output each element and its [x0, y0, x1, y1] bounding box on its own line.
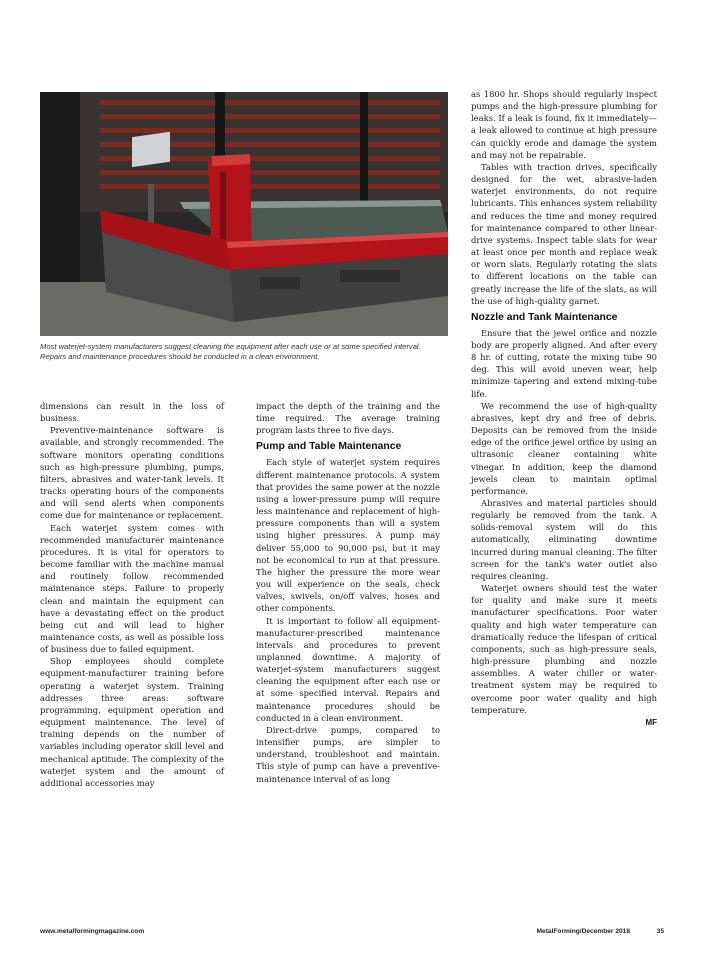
text-column-2	[256, 400, 440, 785]
paragraph: Abrasives and material particles should regularly be removed from the tank. A solids-removal system will do this automatically, eliminating downtime incurred during manual cleaning. The filter screen for the tank's water outlet also requires cleaning.	[471, 498, 657, 581]
footer-magazine-issue: MetalForming/December 2018	[536, 928, 630, 935]
section-heading-nozzle-tank: Nozzle and Tank Maintenance	[471, 311, 618, 323]
paragraph: It is important to follow all equipment-manufacturer-prescribed maintenance intervals and procedures to prevent unplanned downtime. A majority of waterjet-system manufacturers suggest cleaning the equipment after each use or at some specified interval. Repairs and maintenance procedures should be conducted in a clean environment.	[256, 615, 440, 723]
paragraph: Ensure that the jewel orifice and nozzle body are properly aligned. And after every 8 hr. of cutting, rotate the mixing tube 90 deg. This will avoid uneven wear, help minimize tapering and extend mixing-tube life.	[471, 327, 657, 399]
footer-url[interactable]: www.metalformingmagazine.com	[40, 928, 145, 935]
photo-caption: Most waterjet-system manufacturers suggest cleaning the equipment after each use or at some specified interval. Repairs and maintenance procedures should be conducted in a clean environment.	[40, 342, 421, 362]
paragraph: Direct-drive pumps, compared to intensifier pumps, are simpler to understand, troubleshoot and maintain. This style of pump can have a preventive-maintenance interval of as long	[256, 724, 440, 784]
paragraph: dimensions can result in the loss of business.	[40, 401, 224, 424]
paragraph: as 1800 hr. Shops should regularly inspect pumps and the high-pressure plumbing for leaks. If a leak is found, fix it immediately—a leak allowed to continue at high pressure can quickly erode and damage the system and may not be repairable.	[471, 89, 658, 160]
paragraph: We recommend the use of high-quality abrasives, kept dry and free of debris. Deposits can be removed from the inside edge of the orifice jewel orifice by using an ultrasonic cleaner containing white vinegar. In addition, keep the diamond jewels clean to maintain optimal performance.	[471, 400, 657, 496]
end-mark: MF	[645, 717, 657, 727]
section-heading-pump-table: Pump and Table Maintenance	[256, 441, 402, 453]
text-column-1	[40, 400, 224, 789]
text-column-3	[471, 88, 657, 729]
page-footer	[40, 928, 664, 940]
waterjet-table-photo	[40, 92, 448, 336]
paragraph: Shop employees should complete equipment-manufacturer training before operating a waterjet system. Training addresses three areas: software programming, equipment operation and equipment maintenance. The level of training depends on the number of variables including operator skill level and mechanical aptitude. The complexity of the waterjet system and the amount of additional accessories may	[40, 656, 224, 788]
paragraph: Preventive-maintenance software is available, and strongly recommended. The software monitors operating conditions such as high-pressure plumbing, pumps, filters, abrasives and water-tank levels. It tracks operating hours of the components and will send alerts when components come due for maintenance or replacement.	[40, 425, 224, 521]
page-number: 35	[656, 928, 664, 935]
paragraph: Waterjet owners should test the water for quality and make sure it meets manufacturer specifications. Poor water quality and high water temperature can dramatically reduce the lifespan of critical components, such as high-pressure seals, high-pressure plumbing and nozzle assemblies. A water chiller or water-treatment system may be required to overcome poor water quality and high temperature.	[471, 583, 657, 715]
paragraph: Each waterjet system comes with recommended manufacturer maintenance procedures. It is vital for operators to become familiar with the machine manual and routinely follow recommended maintenance steps. Failure to properly clean and maintain the equipment can have a devastating effect on the product being cut and will lead to higher maintenance costs, as well as possible loss of business due to failed equipment.	[40, 522, 224, 655]
paragraph: Tables with traction drives, specifically designed for the wet, abrasive-laden waterjet environments, do not require lubricants. This enhances system reliability and reduces the time and money required for maintenance compared to other linear-drive systems. Inspect table slats for wear at least once per month and replace weak or worn slats. Regularly rotating the slats to different locations on the table can greatly increase the life of the slats, as will the use of high-quality garnet.	[471, 161, 657, 306]
waterjet-machine-illustration	[40, 92, 448, 336]
paragraph: Each style of waterjet system requires different maintenance protocols. A system that provides the same power at the nozzle using a lower-pressure pump will require less maintenance and replacement of high-pressure components than will a system using higher pressures. A pump may deliver 55,000 to 90,000 psi, but it may not be economical to run at that pressure. The higher the pressure the more wear you will experience on the seals, check valves, swivels, on/off valves, hoses and other components.	[256, 457, 440, 614]
paragraph: impact the depth of the training and the time required. The average training program lasts three to five days.	[256, 401, 440, 436]
